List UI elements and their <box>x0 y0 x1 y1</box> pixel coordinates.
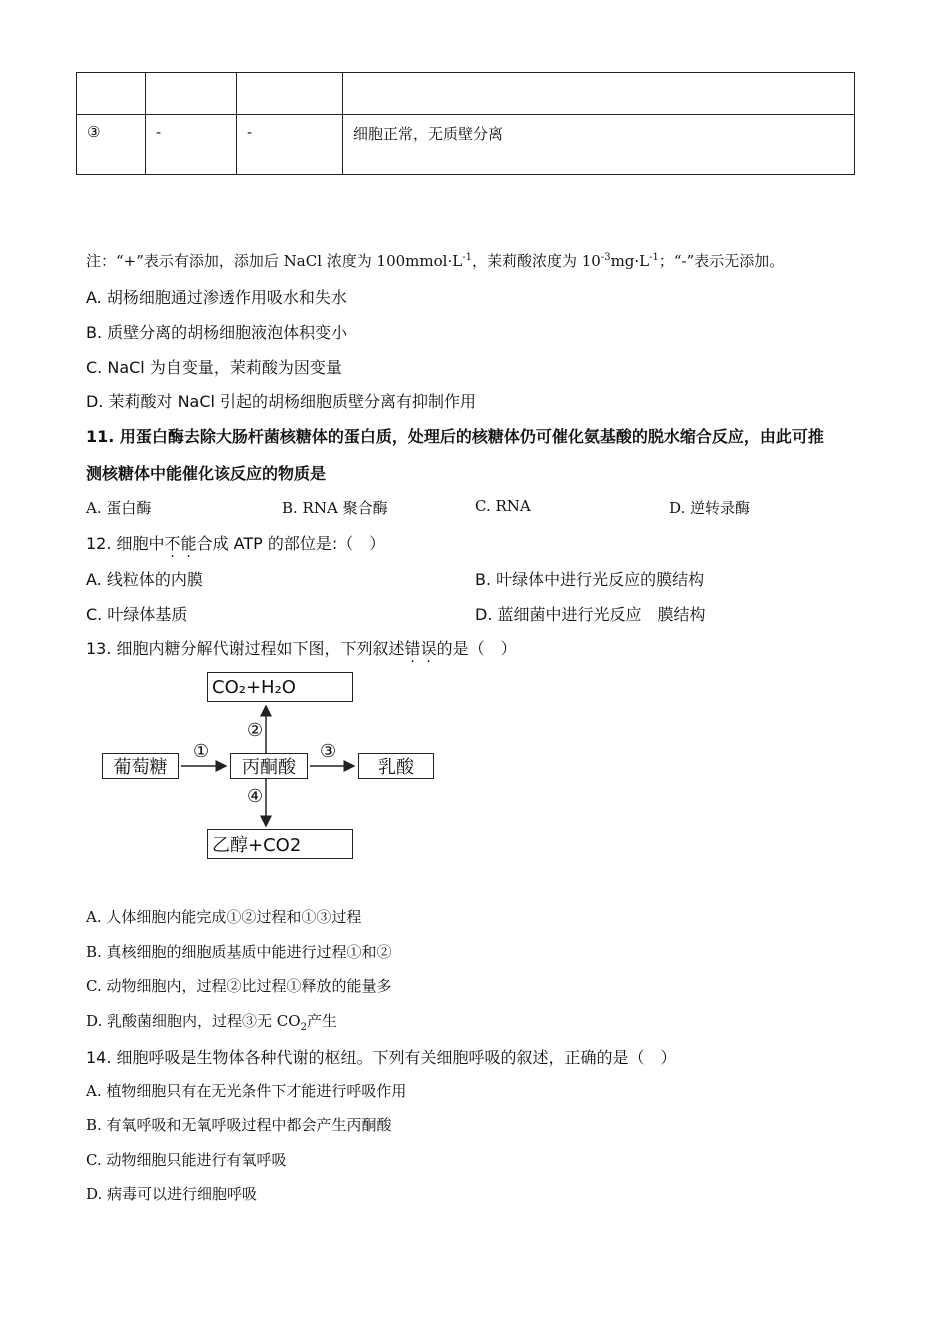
note-text: ，茉莉酸浓度为 10 <box>471 252 601 270</box>
q13-option-c: C. 动物细胞内，过程②比过程①释放的能量多 <box>86 977 392 995</box>
q14-option-d: D. 病毒可以进行细胞呼吸 <box>86 1185 258 1203</box>
q12-option-b: B. 叶绿体中进行光反应的膜结构 <box>475 570 705 589</box>
note-sup: -1 <box>462 252 472 263</box>
glucose-box: 葡萄糖 <box>102 753 179 779</box>
q11-stem-line2: 测核糖体中能催化该反应的物质是 <box>86 464 327 483</box>
q11-option-b: B. RNA 聚合酶 <box>282 499 388 517</box>
note-sup: -1 <box>649 252 659 263</box>
note-sup: -3 <box>600 252 611 263</box>
q12-option-d: D. 蓝细菌中进行光反应 膜结构 <box>475 605 706 624</box>
q13-option-b: B. 真核细胞的细胞质基质中能进行过程①和② <box>86 943 392 961</box>
table-cell: - <box>146 115 237 175</box>
q14-option-c: C. 动物细胞只能进行有氧呼吸 <box>86 1151 287 1169</box>
emphasis-char: 误 <box>420 639 437 658</box>
q11-option-c: C. RNA <box>475 497 531 515</box>
q10-option-b: B. 质壁分离的胡杨细胞液泡体积变小 <box>86 323 348 342</box>
q13-stem: 13. 细胞内糖分解代谢过程如下图，下列叙述错误的是（ ） <box>86 639 517 658</box>
step-2-label: ② <box>247 720 264 741</box>
step-3-label: ③ <box>320 741 337 762</box>
emphasis-char: 不 <box>164 534 181 553</box>
q14-stem: 14. 细胞呼吸是生物体各种代谢的枢纽。下列有关细胞呼吸的叙述，正确的是（ ） <box>86 1048 677 1067</box>
table-cell: - <box>237 115 343 175</box>
emphasis-char: 错 <box>404 639 421 658</box>
note-text: 注：“+”表示有添加，添加后 NaCl 浓度为 100mmol·L <box>86 252 463 270</box>
co2-h2o-box: CO₂+H₂O <box>207 672 353 702</box>
q13-option-a: A. 人体细胞内能完成①②过程和①③过程 <box>86 908 362 926</box>
lactate-box: 乳酸 <box>358 753 434 779</box>
q11-stem-line1: 11. 用蛋白酶去除大肠杆菌核糖体的蛋白质，处理后的核糖体仍可催化氨基酸的脱水缩合反应，由此可推 <box>86 427 824 446</box>
pyruvate-box: 丙酮酸 <box>230 753 308 779</box>
q11-option-d: D. 逆转录酶 <box>669 499 751 517</box>
q12-stem: 12. 细胞中不能合成 ATP 的部位是:（ ） <box>86 534 386 553</box>
q11-option-a: A. 蛋白酶 <box>86 499 152 517</box>
q14-option-a: A. 植物细胞只有在无光条件下才能进行呼吸作用 <box>86 1082 407 1100</box>
q12-option-a: A. 线粒体的内膜 <box>86 570 203 589</box>
q12-option-c: C. 叶绿体基质 <box>86 605 188 624</box>
table-cell-result: 细胞正常，无质壁分离 <box>343 115 855 175</box>
step-4-label: ④ <box>247 786 264 807</box>
q10-option-d: D. 茉莉酸对 NaCl 引起的胡杨细胞质壁分离有抑制作用 <box>86 392 477 411</box>
table-cell-index: ③ <box>77 115 146 175</box>
q10-option-a: A. 胡杨细胞通过渗透作用吸水和失水 <box>86 288 347 307</box>
q14-option-b: B. 有氧呼吸和无氧呼吸过程中都会产生丙酮酸 <box>86 1116 392 1134</box>
q13-option-d: D. 乳酸菌细胞内，过程③无 $CO_2$产生 <box>86 1012 337 1033</box>
ethanol-co2-box: 乙醇+CO2 <box>207 829 353 859</box>
q10-option-c: C. NaCl 为自变量，茉莉酸为因变量 <box>86 358 342 377</box>
note-text: mg·L <box>610 252 650 270</box>
emphasis-char: 能 <box>180 534 197 553</box>
note-text: ；“-”表示无添加。 <box>658 252 785 270</box>
step-1-label: ① <box>193 741 210 762</box>
